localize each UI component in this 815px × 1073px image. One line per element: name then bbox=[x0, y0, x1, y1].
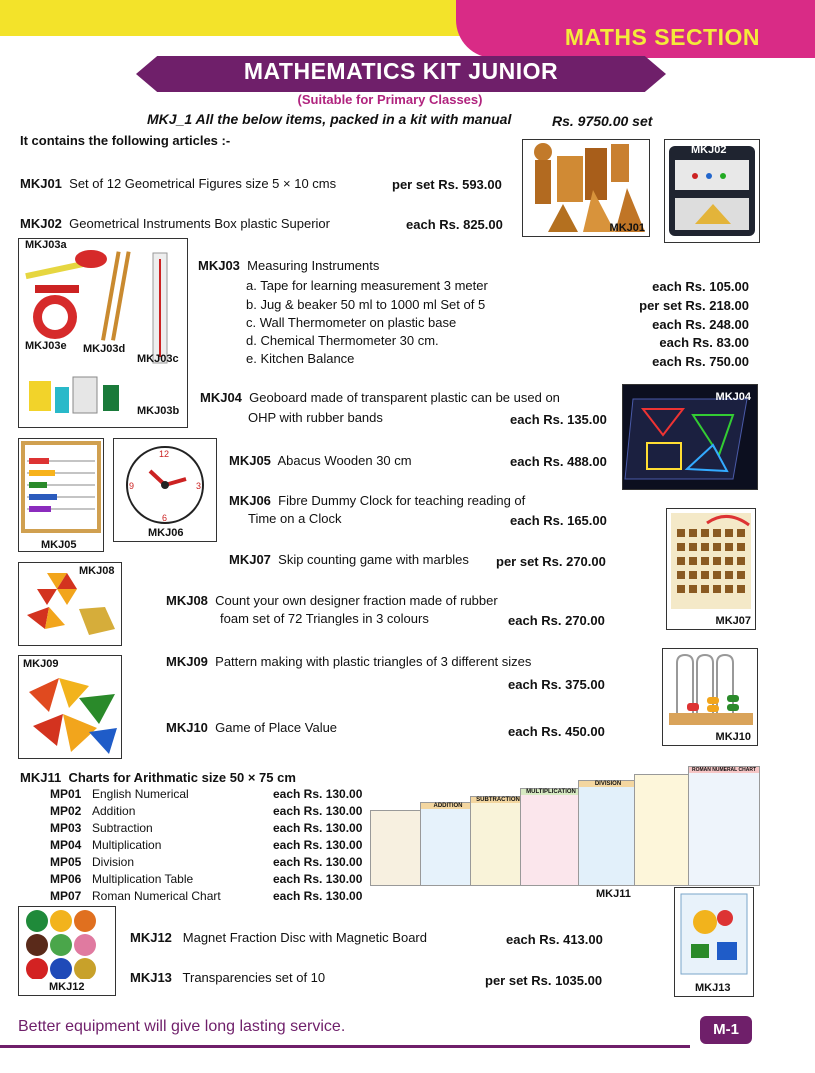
chart-price: each Rs. 130.00 bbox=[273, 889, 363, 903]
chart-price: each Rs. 130.00 bbox=[273, 804, 363, 818]
chart-row bbox=[50, 889, 370, 906]
clock-number: 9 bbox=[129, 481, 135, 491]
chart-row bbox=[50, 872, 370, 889]
mkj05-image bbox=[18, 438, 104, 552]
item-mkj01 bbox=[20, 176, 336, 191]
mkj02-image bbox=[664, 139, 760, 243]
mkj09-image bbox=[18, 655, 122, 759]
image-label: MKJ04 bbox=[715, 391, 751, 403]
item-code: MKJ13 bbox=[130, 970, 172, 985]
chart-price: each Rs. 130.00 bbox=[273, 787, 363, 801]
chart-price: each Rs. 130.00 bbox=[273, 838, 363, 852]
item-mkj13-price: per set Rs. 1035.00 bbox=[485, 973, 603, 988]
mkj13-image bbox=[674, 887, 754, 997]
mkj10-image bbox=[662, 648, 758, 746]
image-label: MKJ13 bbox=[695, 982, 731, 994]
chart-poster bbox=[470, 796, 526, 886]
item-code: MKJ10 bbox=[166, 720, 208, 735]
clock-number: 3 bbox=[196, 481, 202, 491]
item-mkj04-price: each Rs. 135.00 bbox=[510, 412, 607, 427]
item-mkj02-price: each Rs. 825.00 bbox=[406, 217, 503, 232]
item-mkj11 bbox=[20, 770, 296, 785]
chart-code: MP07 bbox=[50, 889, 82, 903]
chart-poster-title: SUBTRACTION bbox=[471, 797, 525, 803]
item-mkj03 bbox=[198, 258, 379, 273]
clock-number: 12 bbox=[159, 449, 170, 459]
item-desc: Transparencies set of 10 bbox=[182, 970, 326, 985]
item-mkj06-desc2: Time on a Clock bbox=[248, 511, 342, 526]
item-mkj12 bbox=[130, 930, 427, 945]
image-label: MKJ02 bbox=[691, 144, 727, 156]
chart-price: each Rs. 130.00 bbox=[273, 872, 363, 886]
item-desc: Fibre Dummy Clock for teaching reading of bbox=[278, 493, 526, 508]
item-code: MKJ02 bbox=[20, 216, 62, 231]
item-code: MKJ05 bbox=[229, 453, 271, 468]
mkj03-image bbox=[18, 238, 188, 428]
item-desc: Geoboard made of transparent plastic can be used on bbox=[249, 390, 560, 405]
fraction-discs-illustration bbox=[19, 907, 115, 979]
item-code: MKJ07 bbox=[229, 552, 271, 567]
chart-row bbox=[50, 787, 370, 804]
chart-price: each Rs. 130.00 bbox=[273, 855, 363, 869]
chart-poster bbox=[420, 802, 476, 886]
kit-description: MKJ_1 All the below items, packed in a kit with manual bbox=[147, 111, 512, 127]
mkj11-image bbox=[370, 766, 762, 900]
mkj03-price-b: per set Rs. 218.00 bbox=[639, 298, 749, 313]
image-label: MKJ03e bbox=[25, 340, 67, 352]
chart-name: Division bbox=[92, 855, 135, 869]
image-label: MKJ10 bbox=[715, 731, 751, 743]
item-desc: Magnet Fraction Disc with Magnetic Board bbox=[182, 930, 427, 945]
chart-name: Multiplication Table bbox=[92, 872, 194, 886]
image-label: MKJ03c bbox=[137, 353, 179, 365]
image-label: MKJ01 bbox=[609, 222, 645, 234]
item-desc: Measuring Instruments bbox=[247, 258, 380, 273]
chart-price: each Rs. 130.00 bbox=[273, 821, 363, 835]
image-label: MKJ09 bbox=[23, 658, 59, 670]
section-title: MATHS SECTION bbox=[564, 24, 760, 50]
image-label: MKJ06 bbox=[148, 527, 184, 539]
chart-poster-title: MULTIPLICATION bbox=[521, 789, 581, 795]
item-mkj04-desc2: OHP with rubber bands bbox=[248, 410, 383, 425]
mkj03-sub-a: a. Tape for learning measurement 3 meter bbox=[246, 278, 488, 293]
item-mkj05 bbox=[229, 453, 412, 468]
item-mkj13 bbox=[130, 970, 325, 985]
mkj01-image bbox=[522, 139, 650, 237]
mkj03-price-c: each Rs. 248.00 bbox=[652, 317, 749, 332]
chart-poster-title: ADDITION bbox=[421, 803, 475, 809]
chart-name: Roman Numerical Chart bbox=[92, 889, 221, 903]
item-code: MKJ01 bbox=[20, 176, 62, 191]
chart-poster-title: ROMAN NUMERAL CHART bbox=[689, 767, 759, 773]
chart-row bbox=[50, 804, 370, 821]
chart-poster-title: DIVISION bbox=[579, 781, 637, 787]
item-mkj07 bbox=[229, 552, 469, 567]
item-code: MKJ06 bbox=[229, 493, 271, 508]
mkj03-price-a: each Rs. 105.00 bbox=[652, 279, 749, 294]
image-label: MKJ11 bbox=[596, 888, 631, 900]
pattern-triangles-illustration bbox=[19, 656, 121, 758]
page-number: M-1 bbox=[700, 1016, 752, 1044]
chart-row bbox=[50, 838, 370, 855]
image-label: MKJ05 bbox=[41, 539, 77, 551]
chart-code: MP01 bbox=[50, 787, 82, 801]
mkj03-sub-c: c. Wall Thermometer on plastic base bbox=[246, 315, 457, 330]
mkj03-sub-b: b. Jug & beaker 50 ml to 1000 ml Set of 5 bbox=[246, 297, 486, 312]
item-mkj04 bbox=[200, 390, 560, 405]
chart-row bbox=[50, 821, 370, 838]
image-label: MKJ03a bbox=[25, 239, 67, 251]
mkj03-sub-e: e. Kitchen Balance bbox=[246, 351, 355, 366]
chart-code: MP06 bbox=[50, 872, 82, 886]
mkj03-sub-d: d. Chemical Thermometer 30 cm. bbox=[246, 333, 439, 348]
chart-code: MP03 bbox=[50, 821, 82, 835]
item-desc: Geometrical Instruments Box plastic Superior bbox=[69, 216, 330, 231]
chart-name: Addition bbox=[92, 804, 136, 818]
item-mkj02 bbox=[20, 216, 330, 231]
measuring-instruments-illustration bbox=[19, 239, 187, 427]
mkj08-image bbox=[18, 562, 122, 646]
page-title: MATHEMATICS KIT JUNIOR bbox=[243, 58, 559, 84]
chart-name: Subtraction bbox=[92, 821, 153, 835]
skip-counting-board-illustration bbox=[667, 509, 755, 613]
item-desc: Charts for Arithmatic size 50 × 75 cm bbox=[68, 770, 296, 785]
item-desc: Skip counting game with marbles bbox=[278, 552, 469, 567]
item-code: MKJ12 bbox=[130, 930, 172, 945]
image-label: MKJ12 bbox=[49, 981, 85, 993]
item-mkj01-price: per set Rs. 593.00 bbox=[392, 177, 502, 192]
mkj06-image bbox=[113, 438, 217, 542]
item-desc: Game of Place Value bbox=[215, 720, 338, 735]
clock-number: 6 bbox=[162, 513, 168, 523]
item-mkj12-price: each Rs. 413.00 bbox=[506, 932, 603, 947]
chart-poster bbox=[688, 766, 760, 886]
item-mkj08-price: each Rs. 270.00 bbox=[508, 613, 605, 628]
item-mkj09-price: each Rs. 375.00 bbox=[508, 677, 605, 692]
image-label: MKJ08 bbox=[79, 565, 115, 577]
item-desc: Set of 12 Geometrical Figures size 5 × 10 cms bbox=[69, 176, 337, 191]
mkj03-price-d: each Rs. 83.00 bbox=[659, 335, 749, 350]
item-desc: Abacus Wooden 30 cm bbox=[277, 453, 412, 468]
mkj03-price-e: each Rs. 750.00 bbox=[652, 354, 749, 369]
place-value-illustration bbox=[663, 649, 757, 731]
item-code: MKJ04 bbox=[200, 390, 242, 405]
kit-price: Rs. 9750.00 set bbox=[552, 113, 653, 129]
item-desc: Pattern making with plastic triangles of 3 different sizes bbox=[215, 654, 532, 669]
item-mkj06-price: each Rs. 165.00 bbox=[510, 513, 607, 528]
header-yellow-band bbox=[0, 0, 470, 36]
clock-illustration bbox=[114, 439, 216, 527]
chart-row bbox=[50, 855, 370, 872]
chart-list bbox=[50, 787, 370, 906]
contains-heading: It contains the following articles :- bbox=[20, 133, 231, 148]
chart-code: MP05 bbox=[50, 855, 82, 869]
mkj04-image bbox=[622, 384, 758, 490]
chart-name: Multiplication bbox=[92, 838, 162, 852]
image-label: MKJ07 bbox=[715, 615, 751, 627]
item-mkj10 bbox=[166, 720, 337, 735]
item-mkj06 bbox=[229, 493, 525, 508]
item-mkj09 bbox=[166, 654, 531, 669]
chart-code: MP04 bbox=[50, 838, 82, 852]
chart-poster bbox=[634, 774, 694, 886]
chart-poster bbox=[578, 780, 638, 886]
abacus-illustration bbox=[19, 439, 103, 539]
transparencies-illustration bbox=[675, 888, 753, 980]
footer-divider bbox=[0, 1045, 690, 1048]
chart-code: MP02 bbox=[50, 804, 82, 818]
chart-poster bbox=[520, 788, 582, 886]
item-code: MKJ11 bbox=[20, 770, 62, 785]
mkj07-image bbox=[666, 508, 756, 630]
item-mkj05-price: each Rs. 488.00 bbox=[510, 454, 607, 469]
item-code: MKJ09 bbox=[166, 654, 208, 669]
item-code: MKJ03 bbox=[198, 258, 240, 273]
item-mkj07-price: per set Rs. 270.00 bbox=[496, 554, 606, 569]
page-subtitle: (Suitable for Primary Classes) bbox=[297, 92, 483, 107]
chart-poster bbox=[370, 810, 426, 886]
item-desc: Count your own designer fraction made of rubber bbox=[215, 593, 498, 608]
item-mkj10-price: each Rs. 450.00 bbox=[508, 724, 605, 739]
item-code: MKJ08 bbox=[166, 593, 208, 608]
footer-slogan: Better equipment will give long lasting service. bbox=[18, 1018, 346, 1035]
chart-name: English Numerical bbox=[92, 787, 189, 801]
mkj12-image bbox=[18, 906, 116, 996]
item-mkj08-desc2: foam set of 72 Triangles in 3 colours bbox=[220, 611, 429, 626]
image-label: MKJ03b bbox=[137, 405, 180, 417]
image-label: MKJ03d bbox=[83, 343, 126, 355]
item-mkj08 bbox=[166, 593, 498, 608]
